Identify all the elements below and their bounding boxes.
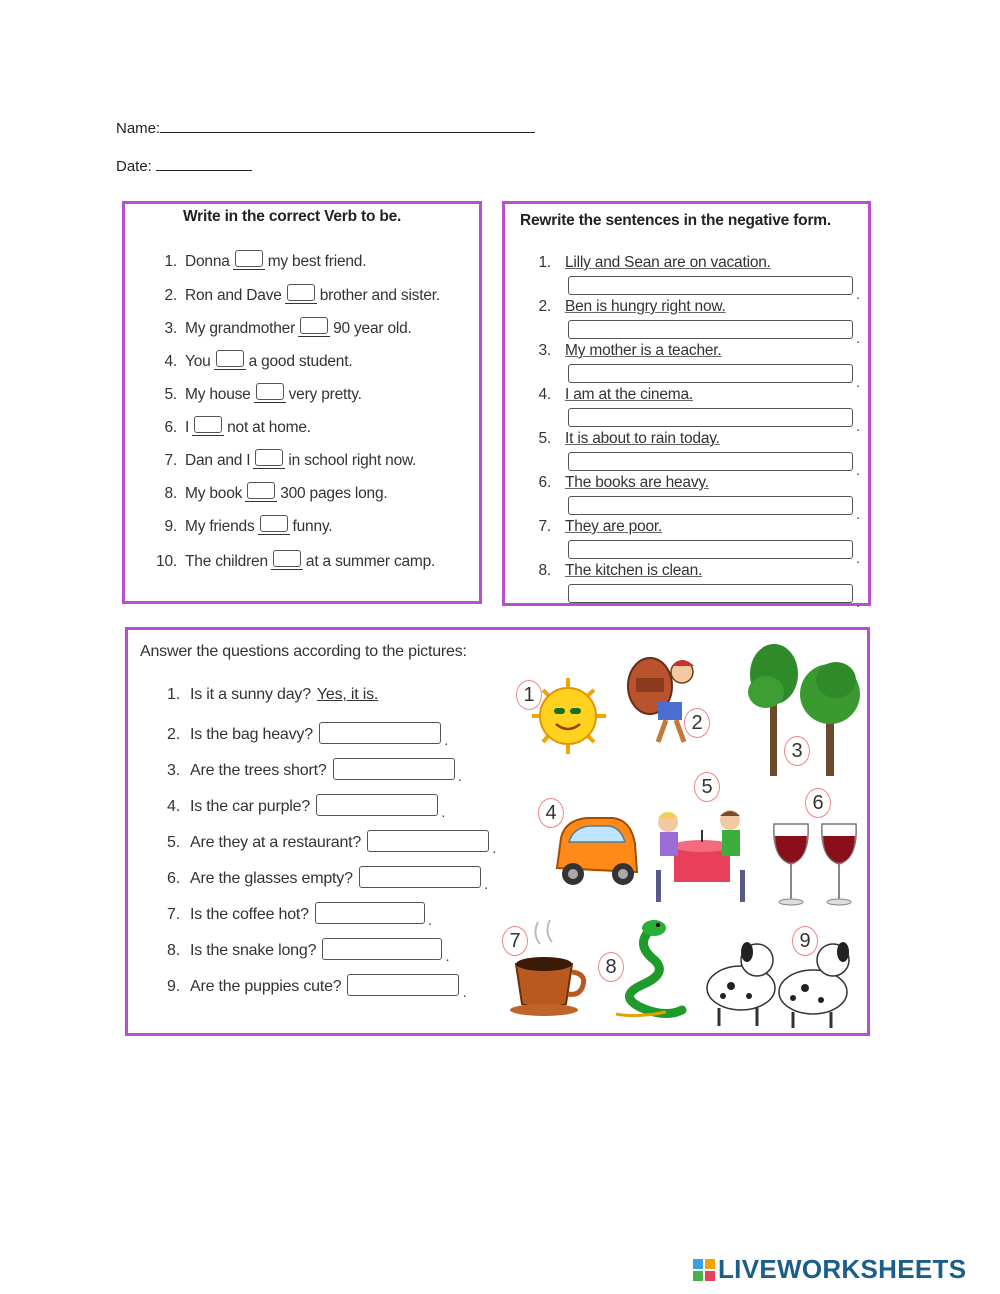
verb-question-after: 300 pages long.	[280, 485, 388, 502]
negative-sentence-number: 6.	[538, 474, 551, 491]
verb-question-4	[155, 350, 352, 371]
puppies-picture	[693, 930, 863, 1030]
verb-question-number: 6.	[164, 419, 177, 436]
verb-question-before: My book	[185, 485, 243, 502]
negative-sentence-number: 7.	[538, 518, 551, 535]
verb-answer-box[interactable]	[253, 449, 285, 469]
verb-answer-box[interactable]	[233, 250, 265, 270]
picture-question-number: 3.	[167, 762, 180, 779]
verb-question-number: 3.	[164, 320, 177, 337]
verb-answer-box[interactable]	[258, 515, 290, 535]
negative-sentence-number: 1.	[538, 254, 551, 271]
picture-question-text: Are they at a restaurant?	[190, 834, 362, 851]
picture-question-text: Are the puppies cute?	[190, 978, 342, 995]
negative-sentence-number: 2.	[538, 298, 551, 315]
wine-glasses-picture	[770, 818, 862, 913]
negative-sentence-text: My mother is a teacher.	[565, 342, 722, 359]
negative-sentence-6	[535, 474, 709, 492]
verb-question-number: 10.	[156, 553, 177, 570]
picture-question-number: 8.	[167, 942, 180, 959]
verb-answer-box[interactable]	[271, 550, 303, 570]
negative-sentence-5	[535, 430, 720, 448]
negative-answer-box[interactable]	[568, 584, 853, 603]
picture-question-number: 6.	[167, 870, 180, 887]
negative-sentence-text: I am at the cinema.	[565, 386, 694, 403]
negative-sentence-text: The books are heavy.	[565, 474, 709, 491]
picture-question-number: 9.	[167, 978, 180, 995]
picture-panel-title: Answer the questions according to the pictures:	[140, 643, 467, 660]
verb-question-number: 5.	[164, 386, 177, 403]
picture-question-3	[164, 758, 455, 780]
picture-question-6	[164, 866, 481, 888]
picture-answer-box[interactable]	[322, 938, 442, 960]
verb-answer-box[interactable]	[214, 350, 246, 370]
picture-question-2	[164, 722, 441, 744]
picture-question-number: 2.	[167, 726, 180, 743]
negative-panel-title: Rewrite the sentences in the negative form.	[520, 212, 831, 229]
example-answer: Yes, it is.	[316, 686, 379, 703]
sun-picture	[498, 672, 613, 757]
picture-question-number: 1.	[167, 686, 180, 703]
negative-sentence-number: 4.	[538, 386, 551, 403]
picture-answer-box[interactable]	[333, 758, 455, 780]
picture-question-number: 7.	[167, 906, 180, 923]
verb-question-after: funny.	[292, 518, 333, 535]
verb-panel-title: Write in the correct Verb to be.	[183, 208, 402, 225]
picture-number-5: 5	[694, 772, 720, 802]
verb-question-10	[155, 550, 435, 571]
verb-question-number: 2.	[164, 287, 177, 304]
picture-number-4: 4	[538, 798, 564, 828]
picture-question-9	[164, 974, 459, 996]
verb-question-number: 7.	[164, 452, 177, 469]
verb-question-1	[155, 250, 366, 271]
negative-sentence-text: It is about to rain today.	[565, 430, 720, 447]
picture-number-2: 2	[684, 708, 710, 738]
name-line[interactable]	[160, 118, 535, 133]
picture-question-text: Is the car purple?	[190, 798, 311, 815]
negative-sentence-text: Lilly and Sean are on vacation.	[565, 254, 771, 271]
liveworksheets-logo	[693, 1254, 966, 1285]
verb-question-before: My grandmother	[185, 320, 296, 337]
date-line[interactable]	[156, 156, 252, 171]
picture-question-8	[164, 938, 442, 960]
verb-answer-box[interactable]	[245, 482, 277, 502]
negative-answer-box[interactable]	[568, 540, 853, 559]
liveworksheets-logo-text: LIVEWORKSHEETS	[718, 1254, 967, 1284]
negative-sentence-number: 5.	[538, 430, 551, 447]
picture-question-text: Is it a sunny day?	[190, 686, 311, 703]
picture-question-text: Is the snake long?	[190, 942, 317, 959]
verb-question-before: Donna	[185, 253, 230, 270]
verb-answer-box[interactable]	[254, 383, 286, 403]
picture-answer-box[interactable]	[315, 902, 425, 924]
verb-question-before: Ron and Dave	[185, 287, 282, 304]
picture-answer-box[interactable]	[347, 974, 459, 996]
negative-sentence-text: The kitchen is clean.	[565, 562, 703, 579]
picture-question-text: Are the trees short?	[190, 762, 327, 779]
negative-answer-box[interactable]	[568, 408, 853, 427]
verb-question-after: at a summer camp.	[305, 553, 436, 570]
liveworksheets-logo-icon	[693, 1257, 715, 1279]
picture-number-7: 7	[502, 926, 528, 956]
verb-question-before: Dan and I	[185, 452, 251, 469]
picture-question-4	[164, 794, 438, 816]
verb-question-7	[155, 449, 416, 470]
picture-number-1: 1	[516, 680, 542, 710]
verb-question-after: 90 year old.	[333, 320, 412, 337]
picture-answer-box[interactable]	[316, 794, 438, 816]
picture-number-3: 3	[784, 736, 810, 766]
verb-question-8	[155, 482, 388, 503]
negative-answer-box[interactable]	[568, 276, 853, 295]
verb-question-number: 9.	[164, 518, 177, 535]
verb-to-be-panel	[122, 201, 482, 604]
negative-sentence-4	[535, 386, 693, 404]
negative-sentence-2	[535, 298, 726, 316]
verb-answer-box[interactable]	[298, 317, 330, 337]
verb-question-3	[155, 317, 412, 338]
picture-question-text: Is the bag heavy?	[190, 726, 313, 743]
date-row	[116, 156, 252, 175]
picture-answer-box[interactable]	[359, 866, 481, 888]
verb-question-before: I	[185, 419, 190, 436]
picture-question-5	[164, 830, 489, 852]
picture-questions-panel	[125, 627, 870, 1036]
verb-question-5	[155, 383, 362, 404]
negative-answer-box[interactable]	[568, 496, 853, 515]
negative-answer-box[interactable]	[568, 452, 853, 471]
verb-question-after: my best friend.	[267, 253, 367, 270]
negative-sentence-3	[535, 342, 722, 360]
verb-question-6	[155, 416, 311, 437]
verb-question-after: not at home.	[227, 419, 311, 436]
date-label: Date:	[116, 158, 152, 175]
negative-answer-box[interactable]	[568, 320, 853, 339]
negative-sentence-1	[535, 254, 771, 272]
name-row	[116, 118, 535, 137]
verb-question-before: My house	[185, 386, 251, 403]
negative-sentence-text: Ben is hungry right now.	[565, 298, 726, 315]
verb-question-before: You	[185, 353, 211, 370]
negative-sentence-number: 8.	[538, 562, 551, 579]
negative-sentence-7	[535, 518, 662, 536]
picture-number-8: 8	[598, 952, 624, 982]
verb-question-2	[155, 284, 440, 305]
verb-question-number: 1.	[164, 253, 177, 270]
negative-sentence-text: They are poor.	[565, 518, 663, 535]
verb-question-before: The children	[185, 553, 268, 570]
verb-question-after: brother and sister.	[319, 287, 440, 304]
picture-number-9: 9	[792, 926, 818, 956]
verb-answer-box[interactable]	[285, 284, 317, 304]
picture-question-number: 5.	[167, 834, 180, 851]
picture-answer-box[interactable]	[319, 722, 441, 744]
picture-question-1	[164, 686, 378, 704]
verb-question-after: in school right now.	[288, 452, 417, 469]
verb-question-before: My friends	[185, 518, 255, 535]
name-label: Name:	[116, 120, 161, 137]
picture-question-text: Are the glasses empty?	[190, 870, 353, 887]
verb-question-9	[155, 515, 332, 536]
verb-question-after: very pretty.	[288, 386, 362, 403]
picture-question-number: 4.	[167, 798, 180, 815]
picture-question-7	[164, 902, 425, 924]
verb-question-after: a good student.	[248, 353, 353, 370]
verb-question-number: 8.	[164, 485, 177, 502]
picture-question-text: Is the coffee hot?	[190, 906, 309, 923]
negative-sentence-8	[535, 562, 702, 580]
negative-form-panel	[502, 201, 871, 606]
picture-number-6: 6	[805, 788, 831, 818]
picture-answer-box[interactable]	[367, 830, 489, 852]
negative-answer-box[interactable]	[568, 364, 853, 383]
verb-answer-box[interactable]	[192, 416, 224, 436]
negative-sentence-number: 3.	[538, 342, 551, 359]
verb-question-number: 4.	[164, 353, 177, 370]
